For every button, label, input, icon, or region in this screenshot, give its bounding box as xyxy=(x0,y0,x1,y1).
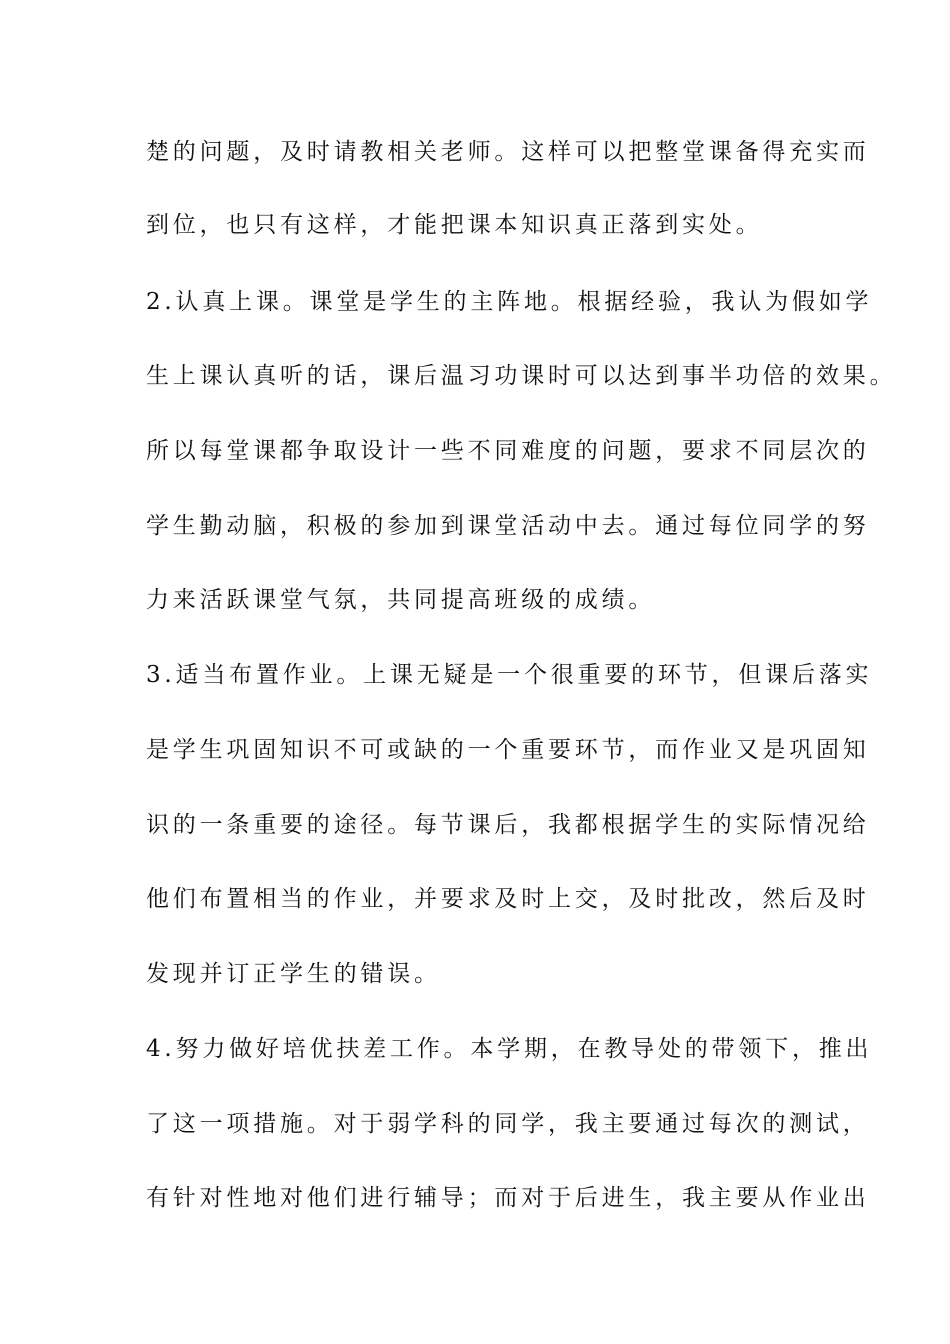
text-line: 2.认真上课。课堂是学生的主阵地。根据经验，我认为假如学 xyxy=(146,289,873,315)
text-line: 学生勤动脑，积极的参加到课堂活动中去。通过每位同学的努 xyxy=(146,513,870,539)
text-line: 他们布置相当的作业，并要求及时上交，及时批改，然后及时 xyxy=(146,886,870,912)
text-line: 4.努力做好培优扶差工作。本学期，在教导处的带领下，推出 xyxy=(146,1036,873,1062)
text-line: 到位，也只有这样，才能把课本知识真正落到实处。 xyxy=(146,212,763,238)
text-line: 是学生巩固知识不可或缺的一个重要环节，而作业又是巩固知 xyxy=(146,737,870,763)
text-line: 力来活跃课堂气氛，共同提高班级的成绩。 xyxy=(146,587,656,613)
text-line: 识的一条重要的途径。每节课后，我都根据学生的实际情况给 xyxy=(146,812,870,838)
text-line: 有针对性地对他们进行辅导；而对于后进生，我主要从作业出 xyxy=(146,1185,870,1211)
text-line: 所以每堂课都争取设计一些不同难度的问题，要求不同层次的 xyxy=(146,438,870,464)
text-line: 生上课认真听的话，课后温习功课时可以达到事半功倍的效果。 xyxy=(146,363,897,389)
text-line: 楚的问题，及时请教相关老师。这样可以把整堂课备得充实而 xyxy=(146,139,870,165)
text-line: 了这一项措施。对于弱学科的同学，我主要通过每次的测试， xyxy=(146,1111,870,1137)
text-line: 发现并订正学生的错误。 xyxy=(146,961,441,987)
text-line: 3.适当布置作业。上课无疑是一个很重要的环节，但课后落实 xyxy=(146,662,873,688)
